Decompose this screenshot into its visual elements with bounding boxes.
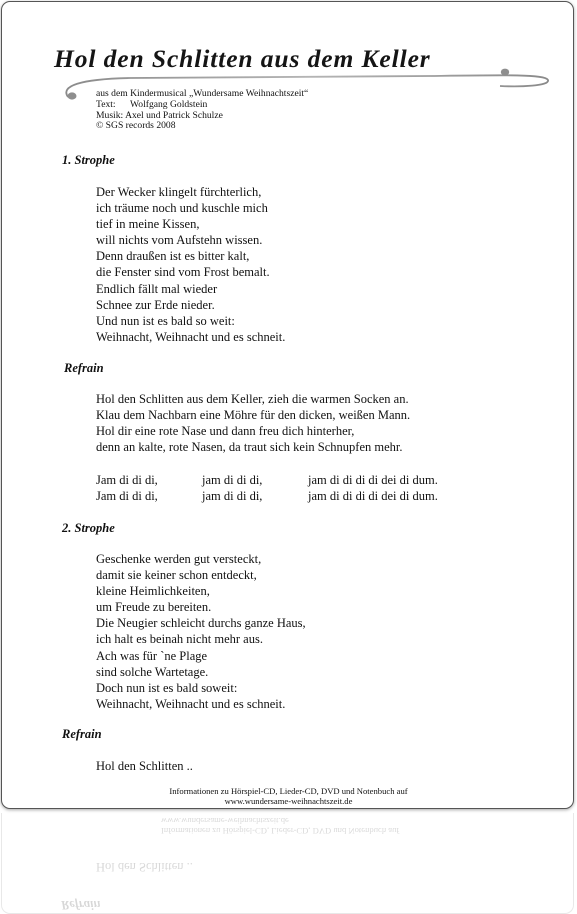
strophe-1-heading: 1. Strophe <box>62 153 115 167</box>
credits-block <box>96 89 308 132</box>
lyric-line: denn an kalte, rote Nasen, da traut sich kein Schnupfen mehr. <box>96 440 403 455</box>
credits-text-label: Text: <box>96 98 116 110</box>
lyric-line: Schnee zur Erde nieder. <box>96 297 215 312</box>
lyric-line: Doch nun ist es bald soweit: <box>96 680 238 695</box>
lyric-line: Der Wecker klingelt fürchterlich, <box>96 185 262 199</box>
credits-music-label: Musik: <box>96 109 124 121</box>
jam-phrase: jam di di di di dei di dum. <box>308 489 438 503</box>
lyric-line: Endlich fällt mal wieder <box>96 281 218 296</box>
lyric-line: kleine Heimlichkeiten, <box>96 584 210 599</box>
lyric-line: ich träume noch und kuschle mich <box>96 201 268 216</box>
jam-phrase: jam di di di, <box>202 473 263 487</box>
refrain-2-heading: Refrain <box>62 727 102 741</box>
jam-phrase: jam di di di di dei di dum. <box>308 473 438 487</box>
lyric-line: tief in meine Kissen, <box>96 217 200 232</box>
refrain-2-lyric-line: Hol den Schlitten .. <box>96 759 193 773</box>
jam-phrase: jam di di di, <box>202 489 263 503</box>
credits-copyright: © SGS records 2008 <box>96 120 176 132</box>
lyric-line: Hol den Schlitten aus dem Keller, zieh die warmen Socken an. <box>96 392 409 406</box>
lyric-line: ich halt es beinah nicht mehr aus. <box>96 632 263 647</box>
jam-phrase: Jam di di di, <box>96 473 158 487</box>
lyric-line: die Fenster sind vom Frost bemalt. <box>96 265 270 280</box>
lyric-line: um Freude zu bereiten. <box>96 600 212 615</box>
lyric-line: Hol dir eine rote Nase und dann freu dich hinterher, <box>96 424 355 439</box>
page-reflection: Informationen zu Hörspiel-CD, Lieder-CD, DVD und Notenbuch auf www.wundersame-weihnachtszeit.de Hol den Schlitten .. Refrain <box>1 812 574 914</box>
refrain-1-lyrics <box>96 391 410 455</box>
lyric-line: will nichts vom Aufstehn wissen. <box>96 233 263 248</box>
strophe-2-lyrics <box>96 551 306 712</box>
refrain-1-heading: Refrain <box>64 361 104 375</box>
lyric-line: Die Neugier schleicht durchs ganze Haus, <box>96 616 306 631</box>
lyric-line: Weihnacht, Weihnacht und es schneit. <box>96 329 286 344</box>
lyric-line: damit sie keiner schon entdeckt, <box>96 568 257 583</box>
strophe-1-lyrics <box>96 184 285 345</box>
lyric-line: Denn draußen ist es bitter kalt, <box>96 249 250 264</box>
lyric-line: Geschenke werden gut versteckt, <box>96 552 262 566</box>
lyric-line: sind solche Wartetage. <box>96 664 209 679</box>
credits-music-author: Axel und Patrick Schulze <box>125 109 223 121</box>
page-title: Hol den Schlitten aus dem Keller <box>54 44 431 73</box>
strophe-2-heading: 2. Strophe <box>62 521 115 535</box>
lyric-line: Weihnacht, Weihnacht und es schneit. <box>96 696 286 711</box>
footer-line-1: Informationen zu Hörspiel-CD, Lieder-CD, DVD und Notenbuch auf <box>169 786 408 796</box>
credits-source: aus dem Kindermusical „Wundersame Weihnachtszeit“ <box>96 88 309 99</box>
lyric-line: Ach was für `ne Plage <box>96 648 208 663</box>
lyric-line: Klau dem Nachbarn eine Möhre für den dicken, weißen Mann. <box>96 408 411 423</box>
footer-website: www.wundersame-weihnachtszeit.de <box>224 795 353 806</box>
credits-text-author: Wolfgang Goldstein <box>130 98 208 110</box>
lyric-line: Und nun ist es bald so weit: <box>96 313 235 328</box>
footer-info <box>0 787 577 807</box>
jam-phrase: Jam di di di, <box>96 489 158 503</box>
